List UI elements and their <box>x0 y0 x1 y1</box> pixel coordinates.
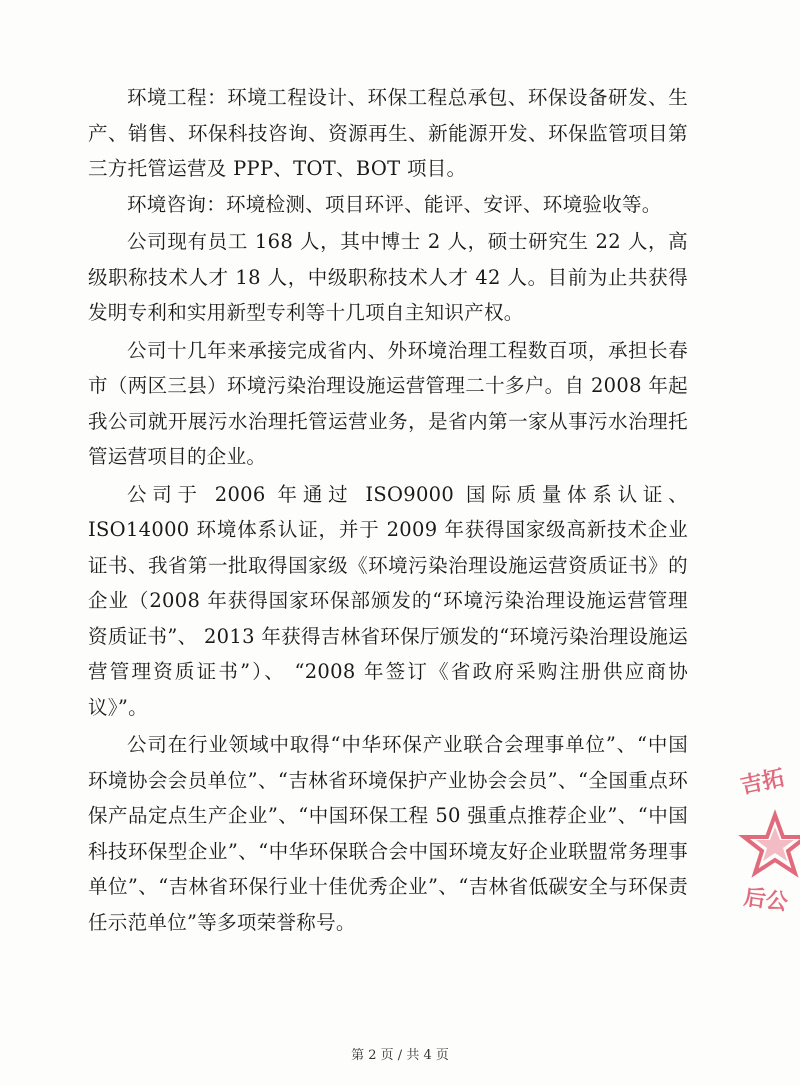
company-seal-stamp <box>730 745 800 935</box>
paragraph-environmental-engineering: 环境工程：环境工程设计、环保工程总承包、环保设备研发、生产、销售、环保科技咨询、资源再生、新能源开发、环保监管项目第三方托管运营及 PPP、TOT、BOT 项目。 <box>88 86 688 180</box>
document-body <box>88 80 688 942</box>
seal-bottom-text: 后公 <box>742 885 790 916</box>
paragraph-certifications: 公司于 2006 年通过 ISO9000 国际质量体系认证、ISO14000 环境体系认证，并于 2009 年获得国家级高新技术企业证书、我省第一批取得国家级《环境污染治理设施运营资质证书》的企业（2008 年获得国家环保部颁发的“环境污染治理设施运营管理资质证书”、 2013 年获得吉林省环保厅颁发的“环境污染治理设施运营管理资质证书”）、 “2008 年签订《省政府采购注册供应商协议》”。 <box>88 482 688 719</box>
paragraph-staff: 公司现有员工 168 人，其中博士 2 人，硕士研究生 22 人，高级职称技术人才 18 人，中级职称技术人才 42 人。目前为止共获得发明专利和实用新型专利等十几项自主知识产权。 <box>88 230 688 324</box>
seal-top-text: 吉拓 <box>738 765 787 800</box>
page-number-footer: 第 2 页 / 共 4 页 <box>351 1048 449 1063</box>
paragraph-honors: 公司在行业领域中取得“中华环保产业联合会理事单位”、“中国环境协会会员单位”、“吉林省环境保护产业协会会员”、“全国重点环保产品定点生产企业”、“中国环保工程 50 强重点推荐企业”、“中国科技环保型企业”、“中华环保联合会中国环境友好企业联盟常务理事单位”、“吉林省环保行业十佳优秀企业”、“吉林省低碳安全与环保责任示范单位”等多项荣誉称号。 <box>88 733 688 934</box>
paragraph-projects: 公司十几年来承接完成省内、外环境治理工程数百项，承担长春市（两区三县）环境污染治理设施运营管理二十多户。自 2008 年起我公司就开展污水治理托管运营业务，是省内第一家从事污水治理托管运营项目的企业。 <box>88 338 688 468</box>
paragraph-environmental-consulting: 环境咨询：环境检测、项目环评、能评、安评、环境验收等。 <box>127 192 662 216</box>
